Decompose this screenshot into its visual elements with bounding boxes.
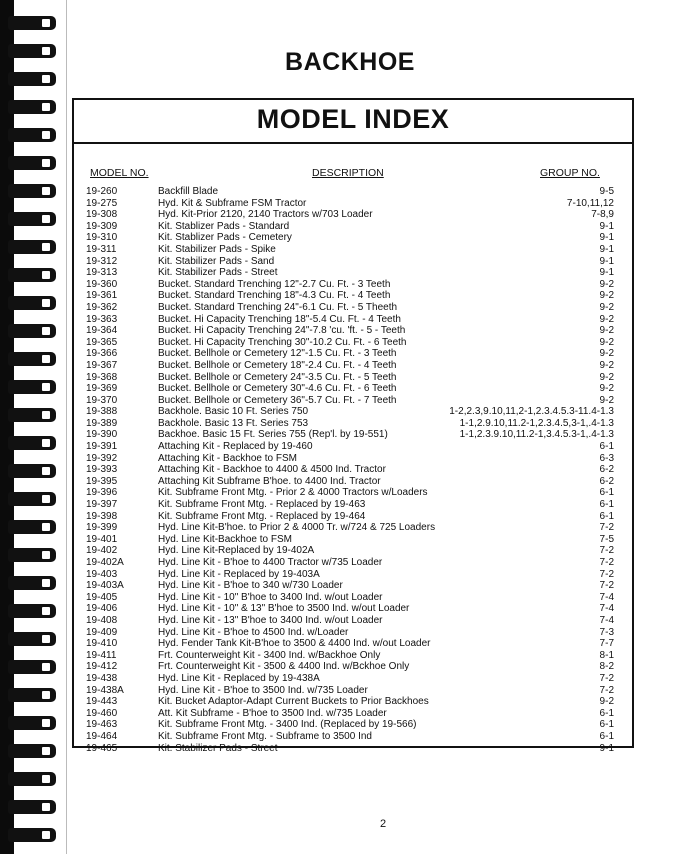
description-cell: Hyd. Line Kit - B'hoe to 340 w/730 Loader	[158, 580, 343, 592]
model-number-cell: 19-397	[86, 499, 118, 511]
binding-ring	[8, 548, 56, 562]
description-cell: Kit. Subframe Front Mtg. - Prior 2 & 4000 Tractors w/Loaders	[158, 487, 428, 499]
model-number-cell: 19-363	[86, 313, 118, 325]
model-number-cell: 19-362	[86, 301, 118, 313]
model-number-cell: 19-412	[86, 661, 118, 673]
description-cell: Hyd. Line Kit - Replaced by 19-403A	[158, 568, 320, 580]
description-cell: Frt. Counterweight Kit - 3400 Ind. w/Backhoe Only	[158, 649, 381, 661]
table-row	[72, 302, 634, 314]
description-cell: Attaching Kit - Backhoe to 4400 & 4500 Ind. Tractor	[158, 464, 386, 476]
description-cell: Attaching Kit - Replaced by 19-460	[158, 441, 313, 453]
group-number-cell: 7-5	[599, 533, 614, 545]
model-number-cell: 19-390	[86, 429, 118, 441]
description-cell: Hyd. Kit-Prior 2120, 2140 Tractors w/703 Loader	[158, 209, 373, 221]
description-cell: Bucket. Standard Trenching 12"-2.7 Cu. Ft. - 3 Teeth	[158, 278, 391, 290]
table-row	[72, 615, 634, 627]
table-row	[72, 395, 634, 407]
table-row	[72, 638, 634, 650]
group-number-cell: 9-2	[599, 696, 614, 708]
description-cell: Hyd. Line Kit - B'hoe to 4500 Ind. w/Loader	[158, 626, 349, 638]
group-number-cell: 8-2	[599, 661, 614, 673]
page-edge	[66, 0, 67, 854]
description-cell: Bucket. Bellhole or Cemetery 12"-1.5 Cu. Ft. - 3 Teeth	[158, 348, 397, 360]
description-cell: Backfill Blade	[158, 186, 219, 197]
table-row	[72, 348, 634, 360]
model-number-cell: 19-396	[86, 487, 118, 499]
group-number-cell: 6-2	[599, 464, 614, 476]
group-number-cell: 7-7	[599, 638, 614, 650]
group-number-cell: 9-1	[599, 243, 614, 255]
table-row	[72, 209, 634, 221]
binding-ring	[8, 464, 56, 478]
model-number-cell: 19-392	[86, 452, 118, 464]
group-number-cell: 9-1	[599, 267, 614, 279]
group-number-cell: 9-2	[599, 371, 614, 383]
spiral-binding	[0, 0, 64, 854]
group-number-cell: 7-4	[599, 603, 614, 615]
binding-ring	[8, 296, 56, 310]
model-number-cell: 19-364	[86, 325, 118, 337]
group-number-cell: 9-5	[599, 186, 614, 197]
group-number-cell: 1-1,2.3.9.10,11.2-1,3.4.5.3-1,.4-1.3	[459, 429, 614, 441]
binding-ring	[8, 408, 56, 422]
group-number-cell: 9-2	[599, 313, 614, 325]
table-row	[72, 453, 634, 465]
group-number-cell: 6-1	[599, 499, 614, 511]
model-number-cell: 19-369	[86, 383, 118, 395]
binding-ring	[8, 800, 56, 814]
group-number-cell: 9-2	[599, 359, 614, 371]
binding-ring	[8, 632, 56, 646]
model-number-cell: 19-313	[86, 267, 118, 279]
group-number-cell: 6-1	[599, 730, 614, 742]
model-number-cell: 19-438	[86, 672, 118, 684]
group-number-cell: 7-2	[599, 580, 614, 592]
model-index-table	[72, 186, 634, 754]
group-number-cell: 9-2	[599, 325, 614, 337]
table-row	[72, 743, 634, 755]
table-row	[72, 429, 634, 441]
description-cell: Bucket. Hi Capacity Trenching 24"-7.8 'cu. 'ft. - 5 - Teeth	[158, 325, 406, 337]
model-number-cell: 19-388	[86, 406, 118, 418]
model-number-cell: 19-465	[86, 742, 118, 754]
table-row	[72, 627, 634, 639]
table-row	[72, 731, 634, 743]
table-row	[72, 372, 634, 384]
section-title: BACKHOE	[285, 48, 415, 76]
binding-ring	[8, 772, 56, 786]
table-row	[72, 267, 634, 279]
description-cell: Hyd. Line Kit - B'hoe to 4400 Tractor w/735 Loader	[158, 557, 383, 568]
model-number-cell: 19-395	[86, 475, 118, 487]
table-row	[72, 569, 634, 581]
table-row	[72, 232, 634, 244]
binding-ring	[8, 660, 56, 674]
description-cell: Hyd. Line Kit - 10" B'hoe to 3400 Ind. w/out Loader	[158, 591, 383, 603]
table-row	[72, 244, 634, 256]
binding-ring	[8, 744, 56, 758]
binding-ring	[8, 44, 56, 58]
table-row	[72, 360, 634, 372]
description-cell: Hyd. Line Kit - 13" B'hoe to 3400 Ind. w/out Loader	[158, 614, 383, 626]
table-row	[72, 592, 634, 604]
group-number-cell: 9-1	[599, 220, 614, 232]
table-row	[72, 522, 634, 534]
group-number-cell: 7-2	[599, 557, 614, 568]
table-row	[72, 383, 634, 395]
model-number-cell: 19-410	[86, 638, 118, 650]
table-row	[72, 696, 634, 708]
table-row	[72, 406, 634, 418]
model-number-cell: 19-411	[86, 649, 117, 661]
binding-ring	[8, 352, 56, 366]
group-number-cell: 9-2	[599, 394, 614, 406]
table-row	[72, 534, 634, 546]
description-cell: Frt. Counterweight Kit - 3500 & 4400 Ind. w/Bckhoe Only	[158, 661, 410, 673]
description-cell: Bucket. Bellhole or Cemetery 18"-2.4 Cu. Ft. - 4 Teeth	[158, 359, 397, 371]
table-row	[72, 511, 634, 523]
group-number-cell: 7-8,9	[591, 209, 614, 221]
binding-ring	[8, 828, 56, 842]
group-number-cell: 7-2	[599, 672, 614, 684]
binding-ring	[8, 100, 56, 114]
description-cell: Kit. Subframe Front Mtg. - Replaced by 19-463	[158, 499, 366, 511]
model-number-cell: 19-361	[86, 290, 118, 302]
description-cell: Bucket. Bellhole or Cemetery 24"-3.5 Cu. Ft. - 5 Teeth	[158, 371, 397, 383]
table-row	[72, 325, 634, 337]
binding-ring	[8, 240, 56, 254]
description-cell: Bucket. Bellhole or Cemetery 30"-4.6 Cu. Ft. - 6 Teeth	[158, 383, 397, 395]
model-number-cell: 19-398	[86, 510, 118, 522]
description-cell: Backhole. Basic 13 Ft. Series 753	[158, 417, 309, 429]
binding-ring	[8, 16, 56, 30]
binding-ring	[8, 128, 56, 142]
header-model-no: MODEL NO.	[90, 167, 149, 179]
model-number-cell: 19-443	[86, 696, 118, 708]
group-number-cell: 9-1	[599, 232, 614, 244]
group-number-cell: 6-1	[599, 510, 614, 522]
description-cell: Kit. Stabilizer Pads - Street	[158, 742, 278, 754]
model-number-cell: 19-308	[86, 209, 118, 221]
group-number-cell: 6-1	[599, 487, 614, 499]
group-number-cell: 7-2	[599, 545, 614, 557]
model-number-cell: 19-409	[86, 626, 118, 638]
model-number-cell: 19-389	[86, 417, 118, 429]
group-number-cell: 9-2	[599, 383, 614, 395]
description-cell: Attaching Kit - Backhoe to FSM	[158, 452, 297, 464]
group-number-cell: 1-2,2.3,9.10,11,2-1,2.3.4.5.3-11.4-1.3	[449, 406, 614, 418]
group-number-cell: 1-1,2.9.10,11.2-1,2.3.4.5,3-1,.4-1.3	[459, 417, 614, 429]
model-number-cell: 19-460	[86, 707, 118, 719]
binding-ring	[8, 520, 56, 534]
description-cell: Hyd. Kit & Subframe FSM Tractor	[158, 197, 307, 209]
model-number-cell: 19-366	[86, 348, 118, 360]
description-cell: Kit. Subframe Front Mtg. - 3400 Ind. (Replaced by 19-566)	[158, 719, 417, 731]
binding-ring	[8, 604, 56, 618]
table-row	[72, 719, 634, 731]
table-row	[72, 545, 634, 557]
binding-ring	[8, 212, 56, 226]
description-cell: Hyd. Fender Tank Kit-B'hoe to 3500 & 4400 Ind. w/out Loader	[158, 638, 431, 650]
description-cell: Att. Kit Subframe - B'hoe to 3500 Ind. w/735 Loader	[158, 707, 387, 719]
group-number-cell: 6-1	[599, 719, 614, 731]
model-number-cell: 19-405	[86, 591, 118, 603]
description-cell: Hyd. Line Kit - 10" & 13" B'hoe to 3500 Ind. w/out Loader	[158, 603, 410, 615]
group-number-cell: 9-1	[599, 742, 614, 754]
table-row	[72, 476, 634, 488]
group-number-cell: 9-2	[599, 348, 614, 360]
description-cell: Kit. Stablizer Pads - Standard	[158, 220, 290, 232]
table-row	[72, 418, 634, 430]
table-row	[72, 256, 634, 268]
binding-ring	[8, 576, 56, 590]
binding-ring	[8, 716, 56, 730]
page-number: 2	[380, 818, 387, 830]
model-number-cell: 19-406	[86, 603, 118, 615]
group-number-cell: 9-2	[599, 290, 614, 302]
table-row	[72, 580, 634, 592]
description-cell: Kit. Stabilizer Pads - Sand	[158, 255, 275, 267]
binding-ring	[8, 156, 56, 170]
table-row	[72, 557, 634, 569]
description-cell: Kit. Bucket Adaptor-Adapt Current Buckets to Prior Backhoes	[158, 696, 429, 708]
model-number-cell: 19-438A	[86, 684, 124, 696]
model-number-cell: 19-393	[86, 464, 118, 476]
description-cell: Backhoe. Basic 15 Ft. Series 755 (Rep'l. by 19-551)	[158, 429, 388, 441]
table-row	[72, 661, 634, 673]
binding-ring	[8, 688, 56, 702]
group-number-cell: 9-2	[599, 336, 614, 348]
group-number-cell: 7-10,11,12	[566, 197, 614, 209]
description-cell: Bucket. Hi Capacity Trenching 18"-5.4 Cu. Ft. - 4 Teeth	[158, 313, 401, 325]
table-row	[72, 499, 634, 511]
group-number-cell: 7-4	[599, 614, 614, 626]
description-cell: Bucket. Standard Trenching 18"-4.3 Cu. Ft. - 4 Teeth	[158, 290, 391, 302]
header-group-no: GROUP NO.	[540, 167, 600, 179]
model-number-cell: 19-464	[86, 730, 118, 742]
table-row	[72, 198, 634, 210]
table-row	[72, 279, 634, 291]
model-number-cell: 19-368	[86, 371, 118, 383]
table-row	[72, 441, 634, 453]
table-row	[72, 673, 634, 685]
binding-ring	[8, 184, 56, 198]
group-number-cell: 6-2	[599, 475, 614, 487]
model-number-cell: 19-360	[86, 278, 118, 290]
group-number-cell: 7-2	[599, 522, 614, 534]
model-number-cell: 19-312	[86, 255, 118, 267]
description-cell: Kit. Stabilizer Pads - Spike	[158, 243, 276, 255]
group-number-cell: 6-1	[599, 441, 614, 453]
group-number-cell: 6-1	[599, 707, 614, 719]
table-row	[72, 685, 634, 697]
model-number-cell: 19-463	[86, 719, 118, 731]
model-number-cell: 19-311	[86, 243, 117, 255]
table-row	[72, 603, 634, 615]
group-number-cell: 7-3	[599, 626, 614, 638]
description-cell: Kit. Subframe Front Mtg. - Replaced by 19-464	[158, 510, 366, 522]
model-number-cell: 19-408	[86, 614, 118, 626]
model-number-cell: 19-401	[86, 533, 118, 545]
binding-ring	[8, 380, 56, 394]
model-number-cell: 19-370	[86, 394, 118, 406]
model-number-cell: 19-403	[86, 568, 118, 580]
description-cell: Hyd. Line Kit-B'hoe. to Prior 2 & 4000 Tr. w/724 & 725 Loaders	[158, 522, 436, 534]
description-cell: Hyd. Line Kit - B'hoe to 3500 Ind. w/735 Loader	[158, 684, 368, 696]
description-cell: Hyd. Line Kit-Backhoe to FSM	[158, 533, 292, 545]
model-number-cell: 19-403A	[86, 580, 124, 592]
description-cell: Kit. Stabilizer Pads - Street	[158, 267, 278, 279]
binding-ring	[8, 268, 56, 282]
table-row	[72, 487, 634, 499]
table-row	[72, 314, 634, 326]
table-row	[72, 708, 634, 720]
group-number-cell: 9-1	[599, 255, 614, 267]
model-number-cell: 19-391	[86, 441, 118, 453]
model-number-cell: 19-367	[86, 359, 118, 371]
model-number-cell: 19-365	[86, 336, 118, 348]
title-rule	[72, 142, 634, 144]
group-number-cell: 8-1	[599, 649, 614, 661]
table-row	[72, 221, 634, 233]
description-cell: Kit. Stablizer Pads - Cemetery	[158, 232, 292, 244]
header-description: DESCRIPTION	[312, 167, 384, 179]
table-row	[72, 186, 634, 198]
group-number-cell: 7-2	[599, 684, 614, 696]
binding-ring	[8, 72, 56, 86]
description-cell: Bucket. Bellhole or Cemetery 36"-5.7 Cu. Ft. - 7 Teeth	[158, 394, 397, 406]
model-number-cell: 19-399	[86, 522, 118, 534]
model-number-cell: 19-275	[86, 197, 118, 209]
table-row	[72, 337, 634, 349]
table-row	[72, 464, 634, 476]
description-cell: Hyd. Line Kit - Replaced by 19-438A	[158, 672, 320, 684]
table-row	[72, 290, 634, 302]
description-cell: Hyd. Line Kit-Replaced by 19-402A	[158, 545, 315, 557]
model-number-cell: 19-310	[86, 232, 118, 244]
binding-ring	[8, 324, 56, 338]
model-number-cell: 19-309	[86, 220, 118, 232]
index-title: MODEL INDEX	[256, 104, 450, 134]
binding-ring	[8, 436, 56, 450]
table-row	[72, 650, 634, 662]
group-number-cell: 7-4	[599, 591, 614, 603]
description-cell: Bucket. Standard Trenching 24"-6.1 Cu. Ft. - 5 Theeth	[158, 301, 398, 313]
description-cell: Attaching Kit Subframe B'hoe. to 4400 Ind. Tractor	[158, 475, 381, 487]
description-cell: Kit. Subframe Front Mtg. - Subframe to 3500 Ind	[158, 730, 372, 742]
model-number-cell: 19-260	[86, 186, 118, 197]
group-number-cell: 6-3	[599, 452, 614, 464]
group-number-cell: 9-2	[599, 278, 614, 290]
description-cell: Bucket. Hi Capacity Trenching 30"-10.2 Cu. Ft. - 6 Teeth	[158, 336, 407, 348]
group-number-cell: 7-2	[599, 568, 614, 580]
group-number-cell: 9-2	[599, 301, 614, 313]
binding-ring	[8, 492, 56, 506]
model-number-cell: 19-402	[86, 545, 118, 557]
description-cell: Backhole. Basic 10 Ft. Series 750	[158, 406, 309, 418]
model-number-cell: 19-402A	[86, 557, 124, 568]
